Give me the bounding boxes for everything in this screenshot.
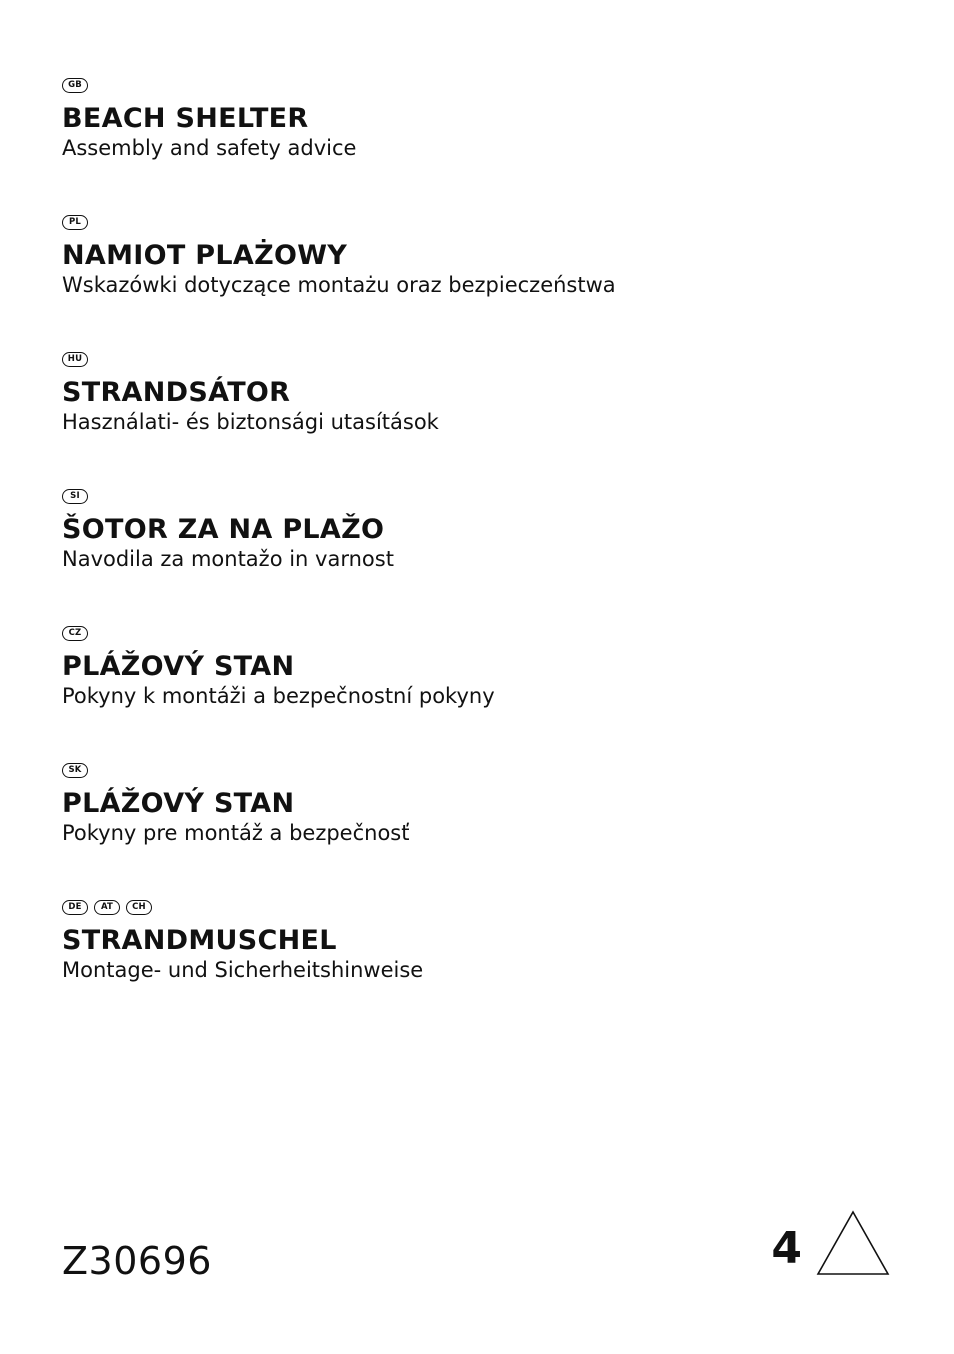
section-title: ŠOTOR ZA NA PLAŽO	[62, 514, 385, 545]
section-title: PLÁŽOVÝ STAN	[62, 651, 295, 682]
section-subtitle: Pokyny pre montáž a bezpečnosť	[62, 821, 410, 845]
language-section	[62, 624, 922, 761]
language-badge: SI	[62, 489, 88, 504]
language-section	[62, 761, 922, 898]
language-badge: DE	[62, 900, 88, 915]
language-badge: PL	[62, 215, 88, 230]
section-subtitle: Montage- und Sicherheitshinweise	[62, 958, 424, 982]
section-subtitle: Wskazówki dotyczące montażu oraz bezpieczeństwa	[62, 273, 616, 297]
language-badge: CH	[126, 900, 152, 915]
section-title: BEACH SHELTER	[62, 103, 309, 134]
language-badge: GB	[62, 78, 88, 93]
section-subtitle: Navodila za montažo in varnost	[62, 547, 394, 571]
triangle-icon	[816, 1210, 890, 1276]
age-number: 4	[771, 1223, 802, 1274]
language-badge: CZ	[62, 626, 88, 641]
language-badge: AT	[94, 900, 120, 915]
section-subtitle: Pokyny k montáži a bezpečnostní pokyny	[62, 684, 495, 708]
language-badges	[62, 76, 922, 94]
section-title: PLÁŽOVÝ STAN	[62, 788, 295, 819]
section-title: NAMIOT PLAŻOWY	[62, 240, 348, 271]
language-badges	[62, 898, 922, 916]
language-section	[62, 898, 922, 1035]
age-warning	[771, 1210, 890, 1276]
section-subtitle: Használati- és biztonsági utasítások	[62, 410, 439, 434]
language-badges	[62, 487, 922, 505]
section-subtitle: Assembly and safety advice	[62, 136, 357, 160]
model-number: Z30696	[62, 1239, 212, 1283]
language-sections	[62, 76, 922, 1035]
language-badges	[62, 624, 922, 642]
language-badge: HU	[62, 352, 88, 367]
language-badges	[62, 350, 922, 368]
language-badge: SK	[62, 763, 88, 778]
language-section	[62, 487, 922, 624]
language-section	[62, 76, 922, 213]
language-section	[62, 350, 922, 487]
section-title: STRANDMUSCHEL	[62, 925, 337, 956]
section-title: STRANDSÁTOR	[62, 377, 291, 408]
language-badges	[62, 213, 922, 231]
language-badges	[62, 761, 922, 779]
language-section	[62, 213, 922, 350]
